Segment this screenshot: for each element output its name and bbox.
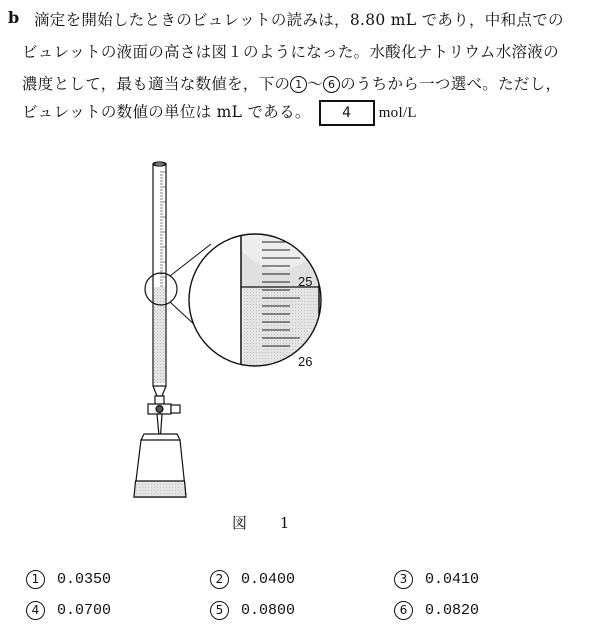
answer-box[interactable]: 4	[319, 100, 375, 126]
question-line-4-text: ビュレットの数値の単位は mL である。	[22, 103, 311, 121]
choice-1-value: 0.0350	[57, 571, 112, 588]
choice-1[interactable]	[26, 570, 111, 589]
question-line-3-end: のうちから一つ選べ。ただし，	[340, 75, 562, 93]
choice-ref-1: 1	[290, 76, 307, 93]
figure-caption: 図 1	[232, 514, 304, 532]
choice-5[interactable]	[210, 601, 295, 620]
choice-4-number: 4	[26, 601, 45, 620]
choice-6-number: 6	[394, 601, 413, 620]
scale-label-25: 25	[298, 274, 313, 289]
choice-4[interactable]	[26, 601, 111, 620]
burette-liquid	[154, 287, 165, 383]
question-line-2: ビュレットの液面の高さは図１のようになった。水酸化ナトリウム水溶液の	[22, 43, 559, 61]
scale-label-26: 26	[298, 354, 313, 369]
choice-3-value: 0.0410	[425, 571, 480, 588]
question-line-3-start: 濃度として，最も適当な数値を，下の	[22, 75, 291, 93]
choice-3[interactable]	[394, 570, 479, 589]
unit-label: mol/L	[378, 105, 417, 121]
choice-5-number: 5	[210, 601, 229, 620]
burette-figure	[0, 150, 610, 510]
question-line-4	[22, 100, 417, 126]
choice-3-number: 3	[394, 570, 413, 589]
choice-2-value: 0.0400	[241, 571, 296, 588]
choice-4-value: 0.0700	[57, 602, 112, 619]
stopcock	[148, 396, 180, 436]
choice-1-number: 1	[26, 570, 45, 589]
choice-5-value: 0.0800	[241, 602, 296, 619]
question-line-1: 滴定を開始したときのビュレットの読みは，8.80 mL であり，中和点での	[34, 11, 564, 29]
conical-beaker	[134, 434, 186, 497]
choice-ref-6: 6	[323, 76, 340, 93]
question-label: b	[8, 8, 20, 27]
question-line-3	[22, 72, 561, 94]
tilde: 〜	[307, 75, 324, 93]
choice-2-number: 2	[210, 570, 229, 589]
choice-6-value: 0.0820	[425, 602, 480, 619]
choice-2[interactable]	[210, 570, 295, 589]
choice-6[interactable]	[394, 601, 479, 620]
